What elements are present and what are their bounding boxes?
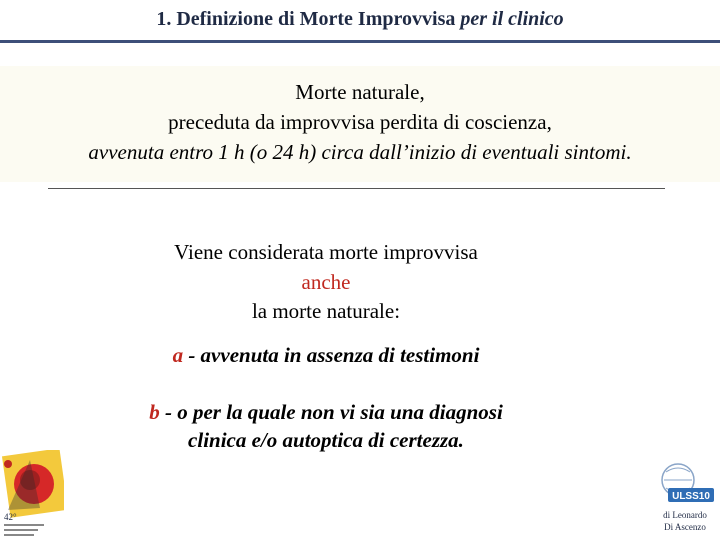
body-line-3: la morte naturale: [251,299,401,323]
author-line-1: di Leonardo [663,510,707,520]
slide-title-italic: per il clinico [460,8,564,30]
congress-logo-icon [0,450,64,538]
congress-logo-label: 42° [4,512,17,522]
ulss-logo-icon [652,462,716,508]
body-line-1: Viene considerata morte improvvisa [174,240,478,264]
definition-line-1: Morte naturale, [295,80,425,104]
slide-title [0,8,720,31]
definition-divider [48,188,665,189]
definition-line-3: avvenuta entro 1 h (o 24 h) circa dall’inizio di eventuali sintomi. [88,140,632,164]
item-a [0,343,652,368]
item-a-text: - avvenuta in assenza di testimoni [183,343,480,367]
author-line-2: Di Ascenzo [664,522,706,532]
item-b-letter: b [149,400,160,424]
body-line-anche: anche [301,270,351,294]
ulss-logo-label: ULSS10 [672,491,710,502]
item-b-text-1: - o per la quale non vi sia una diagnosi [159,400,503,424]
item-a-letter: a [172,343,184,367]
item-b-text-2: clinica e/o autoptica di certezza. [188,428,464,452]
definition-line-2: preceduta da improvvisa perdita di coscienza, [168,110,552,134]
title-divider [0,40,720,43]
item-b [0,400,652,425]
slide-title-main: 1. Definizione di Morte Improvvisa [156,8,456,30]
